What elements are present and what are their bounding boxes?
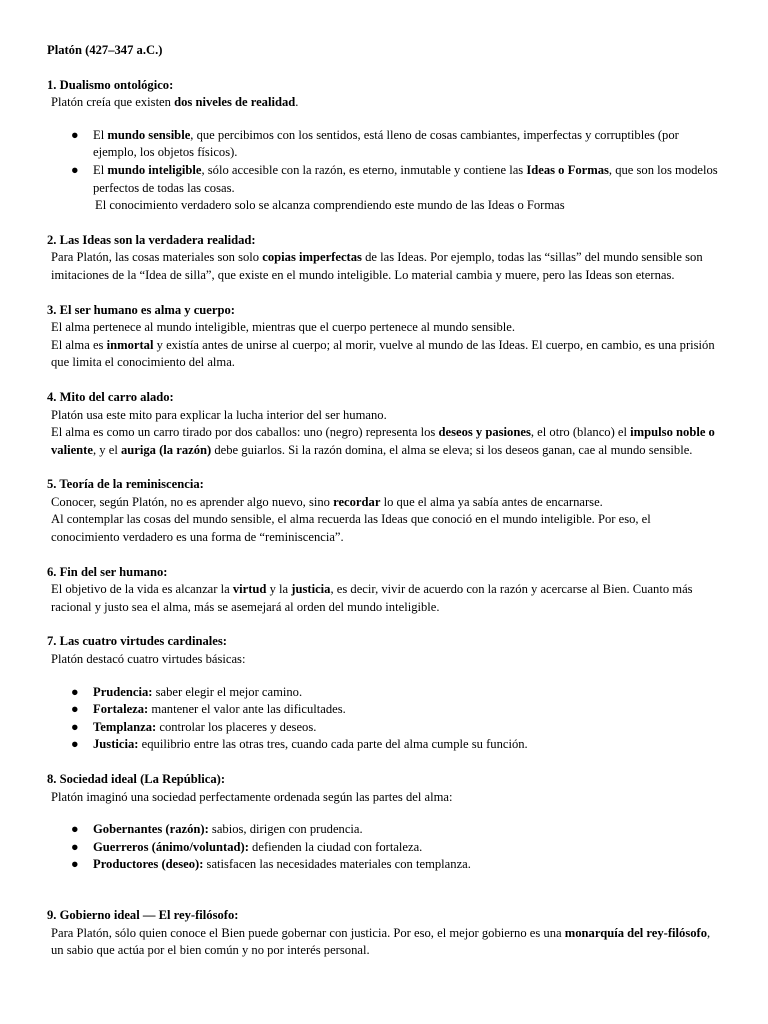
section-8-heading: 8. Sociedad ideal (La República): — [47, 772, 226, 786]
bullet-icon: ● — [71, 684, 79, 699]
text: , y el — [92, 442, 121, 457]
section-8-list — [47, 821, 722, 874]
bullet-icon: ● — [71, 839, 79, 854]
text: El alma es — [51, 337, 107, 352]
text: . — [295, 95, 299, 110]
text: lo que el alma ya sabía antes de encarnarse. — [380, 494, 603, 509]
section-6 — [47, 564, 722, 617]
list-item — [47, 736, 722, 754]
section-9-paragraph — [47, 925, 722, 960]
text: saber elegir el mejor camino. — [152, 684, 303, 699]
text: , que son los modelos perfectos de todas las cosas. — [93, 162, 718, 195]
bold-text: Fortaleza: — [93, 702, 149, 717]
text: y existía antes de unirse al cuerpo; al morir, vuelve al mundo de las Ideas. El cuerpo, en cambio, es una prisión que limita el conocimiento del alma. — [51, 337, 715, 370]
bold-text: mundo sensible — [107, 127, 191, 142]
section-7-list — [47, 684, 722, 754]
section-5-heading: 5. Teoría de la reminiscencia: — [47, 477, 204, 492]
section-8 — [47, 771, 722, 874]
bold-text: deseos y pasiones — [438, 425, 531, 440]
text: , el otro (blanco) el — [530, 425, 631, 440]
bold-text: dos niveles de realidad — [174, 95, 296, 110]
bold-text: Guerreros (ánimo/voluntad): — [93, 839, 249, 854]
list-item — [47, 127, 722, 162]
section-3-paragraph-2 — [47, 337, 722, 372]
section-1-intro — [47, 94, 722, 112]
text: , que percibimos con los sentidos, está lleno de cosas cambiantes, imperfectas y corruptibles (por ejemplo, los objetos físicos). — [93, 127, 679, 160]
text: Conocer, según Platón, no es aprender algo nuevo, sino — [51, 494, 334, 509]
document-page — [47, 42, 722, 960]
bold-text: virtud — [232, 582, 267, 597]
document-title: Platón (427–347 a.C.) — [47, 43, 163, 57]
text: El objetivo de la vida es alcanzar la — [51, 582, 233, 597]
section-4 — [47, 389, 722, 459]
list-item — [47, 701, 722, 719]
section-5 — [47, 476, 722, 546]
bold-text: justicia — [291, 582, 331, 597]
list-item — [47, 839, 722, 857]
bold-text: monarquía del rey-filósofo — [564, 925, 708, 940]
section-4-paragraph-1: Platón usa este mito para explicar la lucha interior del ser humano. — [51, 407, 387, 422]
bullet-icon: ● — [71, 127, 79, 142]
text: Platón creía que existen — [51, 95, 175, 110]
list-item — [47, 719, 722, 737]
bold-text: impulso noble o valiente — [51, 425, 715, 457]
bold-text: recordar — [333, 494, 381, 509]
section-7-heading: 7. Las cuatro virtudes cardinales: — [47, 634, 227, 649]
section-8-intro: Platón imaginó una sociedad perfectamente ordenada según las partes del alma: — [51, 789, 453, 804]
section-1-list — [47, 127, 722, 197]
text: satisfacen las necesidades materiales con templanza. — [203, 857, 471, 872]
section-2 — [47, 232, 722, 285]
section-6-paragraph — [47, 581, 722, 616]
text: y la — [266, 582, 292, 597]
bold-text: inmortal — [106, 337, 154, 352]
list-item — [47, 684, 722, 702]
bold-text: Gobernantes (razón): — [93, 822, 209, 837]
text: controlar los placeres y deseos. — [156, 719, 317, 734]
bullet-icon: ● — [71, 702, 79, 717]
section-3 — [47, 302, 722, 372]
bullet-icon: ● — [71, 719, 79, 734]
section-5-paragraph-2: Al contemplar las cosas del mundo sensible, el alma recuerda las Ideas que conoció en el mundo inteligible. Por eso, el conocimiento verdadero es una forma de “reminiscencia”. — [51, 512, 651, 545]
section-1-heading: 1. Dualismo ontológico: — [47, 77, 174, 92]
text: El — [93, 162, 108, 177]
section-2-paragraph — [47, 249, 722, 284]
section-2-heading: 2. Las Ideas son la verdadera realidad: — [47, 232, 256, 247]
bold-text: Justicia: — [93, 737, 139, 752]
bullet-icon: ● — [71, 162, 79, 177]
section-1 — [47, 77, 722, 215]
section-9-heading: 9. Gobierno ideal — El rey-filósofo: — [47, 907, 239, 922]
text: El — [93, 127, 108, 142]
section-7 — [47, 633, 722, 754]
list-item — [47, 821, 722, 839]
text: , un sabio que actúa por el bien común y no por interés personal. — [51, 925, 711, 958]
text: , es decir, vivir de acuerdo con la razón y acercarse al Bien. Cuanto más racional y justo sea el alma, más se asemejará al orden del mundo inteligible. — [51, 582, 693, 614]
text: Para Platón, sólo quien conoce el Bien puede gobernar con justicia. Por eso, el mejor gobierno es una — [51, 925, 565, 940]
section-7-intro: Platón destacó cuatro virtudes básicas: — [51, 652, 246, 667]
bold-text: Templanza: — [93, 719, 157, 734]
section-3-paragraph-1: El alma pertenece al mundo inteligible, mientras que el cuerpo pertenece al mundo sensible. — [51, 320, 516, 335]
bold-text: Ideas o Formas — [526, 162, 609, 177]
section-1-conclusion: El conocimiento verdadero solo se alcanza comprendiendo este mundo de las Ideas o Formas — [95, 198, 565, 213]
text: Para Platón, las cosas materiales son solo — [51, 250, 263, 265]
text: sabios, dirigen con prudencia. — [208, 822, 363, 837]
section-4-paragraph-2 — [47, 424, 722, 459]
bold-text: copias imperfectas — [262, 250, 362, 265]
bullet-icon: ● — [71, 737, 79, 752]
section-3-heading: 3. El ser humano es alma y cuerpo: — [47, 302, 235, 317]
bold-text: Prudencia: — [93, 684, 153, 699]
bold-text: Productores (deseo): — [93, 857, 204, 872]
bullet-icon: ● — [71, 857, 79, 872]
bold-text: mundo inteligible — [107, 162, 202, 177]
text: equilibrio entre las otras tres, cuando cada parte del alma cumple su función. — [138, 737, 528, 752]
text: debe guiarlos. Si la razón domina, el alma se eleva; si los deseos ganan, cae al mundo sensible. — [211, 442, 693, 457]
text: mantener el valor ante las dificultades. — [148, 702, 346, 717]
text: El alma es como un carro tirado por dos caballos: uno (negro) representa los — [51, 425, 439, 440]
text: , sólo accesible con la razón, es eterno, inmutable y contiene las — [201, 162, 527, 177]
section-9 — [47, 907, 722, 960]
bold-text: auriga (la razón) — [120, 442, 212, 457]
section-4-heading: 4. Mito del carro alado: — [47, 389, 174, 404]
list-item — [47, 856, 722, 874]
section-5-paragraph-1 — [47, 494, 722, 512]
text: defienden la ciudad con fortaleza. — [248, 839, 423, 854]
text: de las Ideas. Por ejemplo, todas las “sillas” del mundo sensible son imitaciones de la “Idea de silla”, que existe en el mundo inteligible. Lo material cambia y muere, pero las Ideas son eternas. — [51, 250, 703, 282]
list-item — [47, 162, 722, 197]
section-6-heading: 6. Fin del ser humano: — [47, 564, 168, 579]
bullet-icon: ● — [71, 822, 79, 837]
